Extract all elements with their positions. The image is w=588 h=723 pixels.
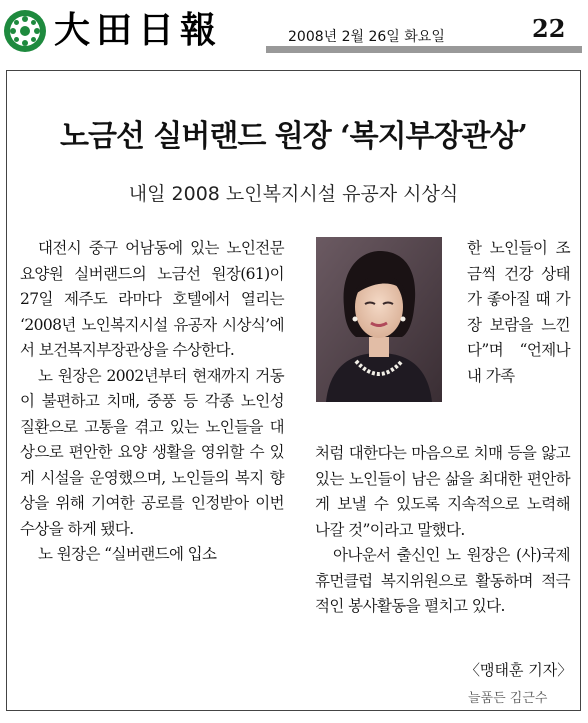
masthead-rule: [266, 46, 582, 53]
newspaper-title: 大田日報: [54, 9, 223, 51]
article-box: [6, 70, 581, 711]
portrait-photo: [316, 237, 442, 402]
body-paragraph: 아나운서 출신인 노 원장은 (사)국제휴먼클럽 복지위원으로 활동하며 적극적인 봉사활동을 펼치고 있다.: [315, 546, 570, 615]
byline: 〈맹태훈 기자〉: [465, 661, 573, 679]
photo-credit: 늘품든 김근수: [468, 691, 548, 706]
body-paragraph: 한 노인들이 조금씩 건강 상태가 좋아질 때 가장 보람을 느낀다”며 “언제나 내 가족: [467, 239, 570, 385]
body-paragraph: 대전시 중구 어남동에 있는 노인전문요양원 실버랜드의 노금선 원장(61)이 27일 제주도 라마다 호텔에서 열리는 ‘2008년 노인복지시설 유공자 시상식’에서 보건복지부장관상을 수상한다.: [20, 239, 284, 359]
body-column-left: [20, 236, 284, 568]
masthead: [0, 0, 588, 66]
body-column-right-bottom: [315, 441, 570, 620]
headline: 노금선 실버랜드 원장 ‘복지부장관상’: [60, 119, 527, 154]
body-paragraph: 노 원장은 2002년부터 현재까지 거동이 불편하고 치매, 중풍 등 각종 노인성 질환으로 고통을 겪고 있는 노인들을 대상으로 편안한 요양 생활을 영위할 수 있게 시설을 운영했으며, 노인들의 복지 향상을 위해 기여한 공로를 인정받아 이번 수상을 하게 됐다.: [20, 366, 284, 538]
page-number: 22: [532, 14, 566, 43]
body-paragraph: 노 원장은 “실버랜드에 입소: [38, 545, 217, 563]
body-column-right-top: [467, 236, 570, 389]
subheadline: 내일 2008 노인복지시설 유공자 시상식: [128, 183, 459, 205]
issue-date: 2008년 2월 26일 화요일: [288, 29, 445, 45]
body-paragraph: 처럼 대한다는 마음으로 치매 등을 앓고 있는 노인들이 남은 삶을 최대한 편안하게 보낼 수 있도록 지속적으로 노력해 나갈 것”이라고 말했다.: [315, 444, 570, 539]
wreath-emblem-icon: [3, 9, 47, 53]
